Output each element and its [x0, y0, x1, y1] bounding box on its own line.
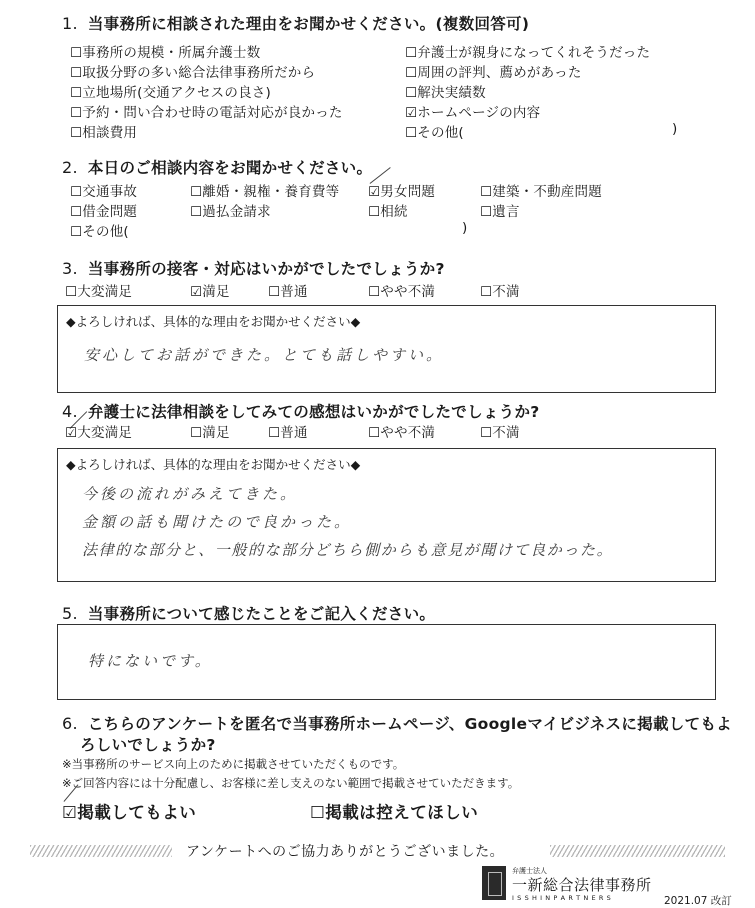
q2-option-will[interactable]: ☐遺言: [480, 204, 520, 220]
q4-option-very-dissatisfied[interactable]: ☐不満: [480, 425, 520, 441]
q2-number: 2.: [62, 158, 78, 177]
firm-logo-icon: [482, 866, 506, 900]
q1-heading: [62, 12, 529, 34]
q6-title-line-1: こちらのアンケートを匿名で当事務所ホームページ、Googleマイビジネスに掲載してもよ: [87, 715, 732, 733]
q3-title: 当事務所の接客・対応はいかがでしたでしょうか?: [87, 260, 445, 278]
q1-option-other[interactable]: ☐その他(: [405, 125, 464, 141]
q4-comment-box[interactable]: [57, 448, 716, 582]
q2-option-inheritance[interactable]: ☐相続: [368, 204, 408, 220]
q2-option-relationship[interactable]: ☑男女問題: [368, 184, 436, 200]
q2-option-traffic[interactable]: ☐交通事故: [70, 184, 138, 200]
q4-option-very-satisfied[interactable]: ☑大変満足: [65, 425, 133, 441]
q1-number: 1.: [62, 14, 78, 33]
q4-answer-line-2: 金額の話も聞けたので良かった。: [82, 513, 353, 531]
q2-option-debt[interactable]: ☐借金問題: [70, 204, 138, 220]
q6-title-line-2: ろしいでしょうか?: [80, 736, 216, 754]
footer-thanks: アンケートへのご協力ありがとうございました。: [186, 844, 505, 860]
q1-other-close-paren: ): [672, 121, 678, 137]
q2-option-other[interactable]: ☐その他(: [70, 224, 129, 240]
q6-option-decline[interactable]: ☐掲載は控えてほしい: [310, 803, 479, 822]
q5-title: 当事務所について感じたことをご記入ください。: [87, 605, 436, 623]
q5-comment-answer: 特にないです。: [88, 652, 213, 670]
q4-answer-line-1: 今後の流れがみえてきた。: [82, 485, 299, 503]
footer-hatch-left: [30, 845, 172, 857]
q3-option-very-satisfied[interactable]: ☐大変満足: [65, 284, 133, 300]
q1-option-general[interactable]: ☐取扱分野の多い総合法律事務所だから: [70, 65, 316, 81]
firm-logo-roman: I S S H I N P A R T N E R S: [512, 894, 612, 902]
q4-heading: [62, 400, 540, 422]
q3-comment-prompt: ◆よろしければ、具体的な理由をお聞かせください◆: [66, 314, 361, 329]
revision-date: 2021.07 改訂: [664, 895, 732, 907]
q3-option-dissatisfied[interactable]: ☐やや不満: [368, 284, 436, 300]
q3-option-very-dissatisfied[interactable]: ☐不満: [480, 284, 520, 300]
q1-option-results[interactable]: ☐解決実績数: [405, 85, 486, 101]
q4-comment-prompt: ◆よろしければ、具体的な理由をお聞かせください◆: [66, 457, 361, 472]
q6-note-2: ※ご回答内容には十分配慮し、お客様に差し支えのない範囲で掲載させていただきます。: [62, 776, 520, 790]
q1-option-fee[interactable]: ☐相談費用: [70, 125, 138, 141]
q2-title: 本日のご相談内容をお聞かせください。: [87, 159, 373, 177]
q1-option-caring[interactable]: ☐弁護士が親身になってくれそうだった: [405, 45, 651, 61]
q3-comment-box[interactable]: [57, 305, 716, 393]
q4-option-neutral[interactable]: ☐普通: [268, 425, 308, 441]
q3-option-neutral[interactable]: ☐普通: [268, 284, 308, 300]
q4-option-dissatisfied[interactable]: ☐やや不満: [368, 425, 436, 441]
q3-heading: [62, 257, 445, 279]
firm-logo-label: 弁護士法人: [512, 867, 547, 875]
q6-note-1: ※当事務所のサービス向上のために掲載させていただくものです。: [62, 757, 405, 771]
q6-heading: [62, 712, 732, 734]
q4-number: 4.: [62, 402, 78, 421]
q2-option-divorce[interactable]: ☐離婚・親権・養育費等: [190, 184, 340, 200]
footer-hatch-right: [550, 845, 725, 857]
q6-number: 6.: [62, 714, 78, 733]
firm-logo-name: 一新総合法律事務所: [512, 876, 652, 894]
q1-title: 当事務所に相談された理由をお聞かせください。(複数回答可): [87, 15, 530, 33]
q3-number: 3.: [62, 259, 78, 278]
q2-heading: [62, 156, 372, 178]
q5-number: 5.: [62, 604, 78, 623]
q3-option-satisfied[interactable]: ☑満足: [190, 284, 230, 300]
q5-heading: [62, 602, 435, 624]
q1-option-phone[interactable]: ☐予約・問い合わせ時の電話対応が良かった: [70, 105, 343, 121]
q6-option-allow[interactable]: ☑掲載してもよい: [62, 803, 197, 822]
q3-comment-answer: 安心してお話ができた。とても話しやすい。: [84, 346, 445, 364]
q2-other-close-paren: ): [462, 220, 468, 236]
q2-option-overpayment[interactable]: ☐過払金請求: [190, 204, 271, 220]
q1-option-size[interactable]: ☐事務所の規模・所属弁護士数: [70, 45, 261, 61]
q2-option-realestate[interactable]: ☐建築・不動産問題: [480, 184, 602, 200]
q4-title: 弁護士に法律相談をしてみての感想はいかがでしたでしょうか?: [87, 403, 540, 421]
q5-comment-box[interactable]: [57, 624, 716, 700]
q1-option-reputation[interactable]: ☐周囲の評判、薦めがあった: [405, 65, 582, 81]
q4-option-satisfied[interactable]: ☐満足: [190, 425, 230, 441]
q1-option-homepage[interactable]: ☑ホームページの内容: [405, 105, 541, 121]
q4-answer-line-3: 法律的な部分と、一般的な部分どちら側からも意見が聞けて良かった。: [82, 541, 614, 559]
q1-option-location[interactable]: ☐立地場所(交通アクセスの良さ): [70, 85, 271, 101]
